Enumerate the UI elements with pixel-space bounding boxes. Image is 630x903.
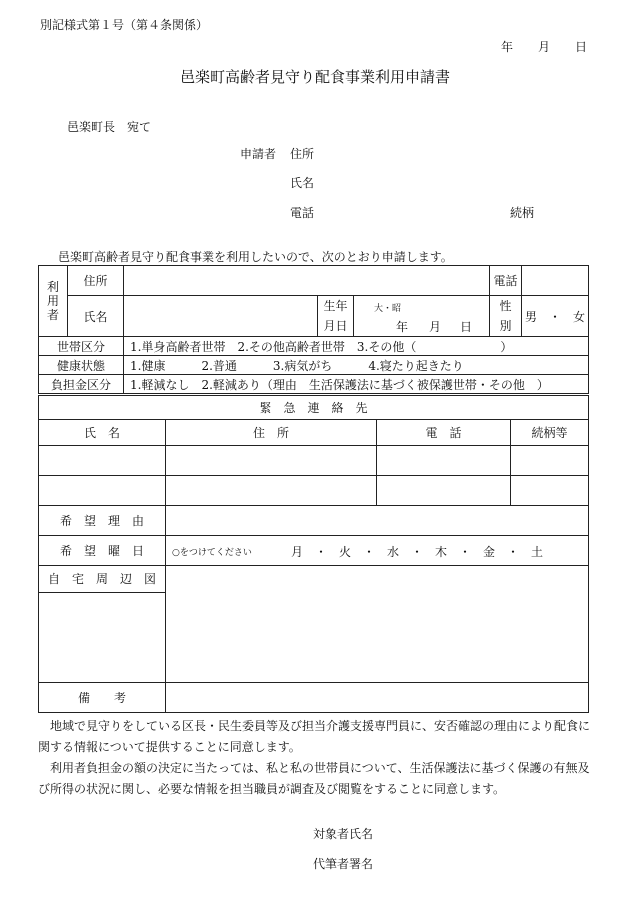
emergency-phone-field[interactable] <box>377 446 511 476</box>
emergency-heading: 緊 急 連 絡 先 <box>39 396 589 420</box>
sex-label-cell <box>490 296 522 337</box>
sex-label-top: 性 <box>499 299 512 313</box>
emergency-name-field[interactable] <box>39 476 166 506</box>
emergency-row <box>39 446 589 476</box>
category-table <box>38 336 589 394</box>
household-label: 世帯区分 <box>39 337 124 356</box>
date-year: 年 <box>501 40 514 54</box>
reason-field[interactable] <box>166 506 589 536</box>
subject-name-label: 対象者氏名 <box>313 827 374 841</box>
intro-text: 邑楽町高齢者見守り配食事業を利用したいので、次のとおり申請します。 <box>58 250 453 264</box>
birth-date-field[interactable] <box>354 296 490 337</box>
user-phone-label: 電話 <box>490 266 522 296</box>
emergency-phone-field[interactable] <box>377 476 511 506</box>
emergency-relation-field[interactable] <box>511 476 589 506</box>
user-info-table <box>38 265 589 337</box>
days-label: 希 望 曜 日 <box>39 536 166 566</box>
birth-day: 日 <box>460 320 473 334</box>
burden-options[interactable]: 1.軽減なし 2.軽減あり（理由 生活保護法に基づく被保護世帯・その他 ） <box>124 375 589 394</box>
map-field[interactable] <box>166 566 589 683</box>
emergency-address-field[interactable] <box>166 446 377 476</box>
emergency-table <box>38 395 589 713</box>
emergency-col-address: 住 所 <box>166 420 377 446</box>
proxy-signature-label: 代筆者署名 <box>313 857 374 871</box>
consent-paragraph-1: 地域で見守りをしている区長・民生委員等及び担当介護支援専門員に、安否確認の理由により配食に関する情報について提供することに同意します。 <box>38 719 591 754</box>
emergency-col-relation: 続柄等 <box>511 420 589 446</box>
sex-options[interactable]: 男 ・ 女 <box>522 296 589 337</box>
health-label: 健康状態 <box>39 356 124 375</box>
addressee: 邑楽町長 宛て <box>67 120 152 134</box>
page-title: 邑楽町高齢者見守り配食事業利用申請書 <box>179 68 450 86</box>
consent-paragraph-2: 利用者負担金の額の決定に当たっては、私と私の世帯員について、生活保護法に基づく保護の有無及び所得の状況に関し、必要な情報を担当職員が調査及び閲覧をすることに同意します。 <box>38 761 590 796</box>
applicant-relation-label: 続柄 <box>510 206 535 220</box>
user-phone-field[interactable] <box>522 266 589 296</box>
emergency-col-name: 氏 名 <box>39 420 166 446</box>
map-label-cell <box>39 566 166 683</box>
map-label: 自 宅 周 辺 図 <box>39 566 165 593</box>
user-address-label: 住所 <box>68 266 124 296</box>
remarks-label: 備 考 <box>39 683 166 713</box>
user-name-label: 氏名 <box>68 296 124 337</box>
health-options[interactable]: 1.健康 2.普通 3.病気がち 4.寝たり起きたり <box>124 356 589 375</box>
emergency-relation-field[interactable] <box>511 446 589 476</box>
date-month: 月 <box>538 40 551 54</box>
emergency-address-field[interactable] <box>166 476 377 506</box>
emergency-name-field[interactable] <box>39 446 166 476</box>
user-address-field[interactable] <box>124 266 490 296</box>
applicant-phone-label: 電話 <box>290 206 315 220</box>
applicant-label: 申請者 <box>240 147 277 161</box>
applicant-name-label: 氏名 <box>290 176 315 190</box>
emergency-row <box>39 476 589 506</box>
user-label: 利用者 <box>47 280 60 322</box>
birth-era: 大・昭 <box>374 304 402 314</box>
burden-label: 負担金区分 <box>39 375 124 394</box>
user-name-field[interactable] <box>124 296 318 337</box>
household-options[interactable]: 1.単身高齢者世帯 2.その他高齢者世帯 3.その他（ ） <box>124 337 589 356</box>
birth-month: 月 <box>429 320 442 334</box>
emergency-col-phone: 電 話 <box>377 420 511 446</box>
sex-label-bottom: 別 <box>499 319 512 333</box>
form-number: 別記様式第１号（第４条関係） <box>40 18 209 32</box>
remarks-field[interactable] <box>166 683 589 713</box>
days-field[interactable] <box>166 536 589 566</box>
reason-label: 希 望 理 由 <box>39 506 166 536</box>
days-note: ○をつけてください <box>172 548 252 558</box>
birth-label-bottom: 月日 <box>323 319 348 333</box>
birth-label-top: 生年 <box>323 299 348 313</box>
birth-label-cell <box>318 296 354 337</box>
birth-year: 年 <box>396 320 409 334</box>
applicant-address-label: 住所 <box>290 147 315 161</box>
date-day: 日 <box>575 40 588 54</box>
days-options[interactable]: 月 ・ 火 ・ 水 ・ 木 ・ 金 ・ 土 <box>291 545 544 559</box>
user-label-cell <box>39 266 68 337</box>
